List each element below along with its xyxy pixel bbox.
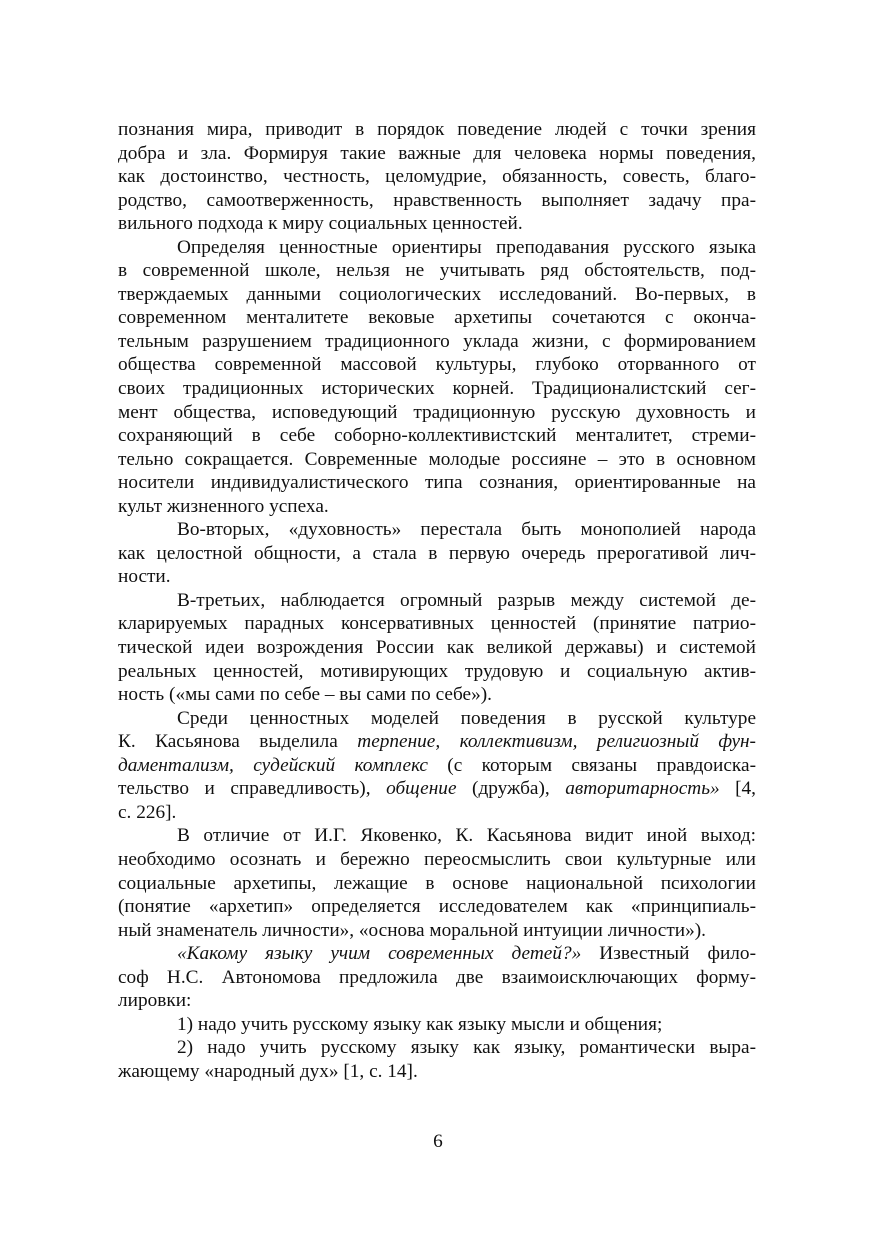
text-line: ности. <box>118 566 171 588</box>
text-line: добра и зла. Формируя такие важные для человека нормы поведения, <box>118 142 756 164</box>
italic-term: общение <box>386 778 457 800</box>
page-number: 6 <box>433 1131 443 1152</box>
text-line: даментализм, судейский комплекс (с которым связаны правдоиска- <box>118 754 756 776</box>
text-line: лировки: <box>118 990 192 1012</box>
text-line: носители индивидуалистического типа сознания, ориентированные на <box>118 472 756 494</box>
text-line: кларируемых парадных консервативных ценностей (принятие патрио- <box>118 613 756 635</box>
text-line: познания мира, приводит в порядок поведение людей с точки зрения <box>118 119 756 140</box>
paragraph-start-line: Определяя ценностные ориентиры преподавания русского языка <box>177 236 756 258</box>
paragraph-start-line: В-третьих, наблюдается огромный разрыв между системой де- <box>177 589 756 611</box>
italic-question: «Какому языку учим современных детей?» <box>177 943 582 965</box>
text-line: тверждаемых данными социологических исследований. Во-первых, в <box>118 283 756 305</box>
italic-term: терпение, коллективизм, религиозный фун- <box>357 731 756 753</box>
list-item-line: 1) надо учить русскому языку как языку мысли и общения; <box>177 1013 663 1035</box>
text-line: тической идеи возрождения России как великой державы) и системой <box>118 637 756 659</box>
text-line: социальные архетипы, лежащие в основе национальной психологии <box>118 872 756 894</box>
text-line: мент общества, исповедующий традиционную русскую духовность и <box>118 401 756 423</box>
paragraph-start-line: Среди ценностных моделей поведения в русской культуре <box>177 707 756 729</box>
text-line: соф Н.С. Автономова предложила две взаимоисключающих форму- <box>118 966 756 988</box>
text-line: ность («мы сами по себе – вы сами по себе»). <box>118 684 492 706</box>
italic-term: даментализм, судейский комплекс <box>118 754 428 776</box>
text-line: тельно сокращается. Современные молодые россияне – это в основном <box>118 448 756 470</box>
text-line: вильного подхода к миру социальных ценностей. <box>118 213 523 235</box>
text-line: как достоинство, честность, целомудрие, обязанность, совесть, благо- <box>118 166 756 188</box>
text-line: тельным разрушением традиционного уклада жизни, с формированием <box>118 330 756 352</box>
paragraph-start-line: «Какому языку учим современных детей?» Известный фило- <box>177 943 756 965</box>
text-line: своих традиционных исторических корней. Традиционалистский сег- <box>118 378 756 400</box>
text-line: реальных ценностей, мотивирующих трудовую и социальную актив- <box>118 660 756 682</box>
text-line: К. Касьянова выделила терпение, коллективизм, религиозный фун- <box>118 731 756 753</box>
list-item-line: 2) надо учить русскому языку как языку, романтически выра- <box>177 1037 756 1059</box>
text-line: родство, самоотверженность, нравственность выполняет задачу пра- <box>118 189 756 211</box>
text-line: (понятие «архетип» определяется исследователем как «принципиаль- <box>118 896 756 918</box>
text-line: с. 226]. <box>118 801 177 823</box>
body-text <box>118 118 756 1083</box>
paragraph-start-line: В отличие от И.Г. Яковенко, К. Касьянова видит иной выход: <box>177 825 756 847</box>
text-line: тельство и справедливость), общение (дружба), авторитарность» [4, <box>118 778 756 800</box>
text-line: сохраняющий в себе соборно-коллективистский менталитет, стреми- <box>118 425 756 447</box>
text-line: жающему «народный дух» [1, с. 14]. <box>118 1060 418 1082</box>
text-line: как целостной общности, а стала в первую очередь прерогативой лич- <box>118 542 756 564</box>
paragraph-start-line: Во-вторых, «духовность» перестала быть монополией народа <box>177 519 756 541</box>
text-line: общества современной массовой культуры, глубоко оторванного от <box>118 354 756 376</box>
text-line: ный знаменатель личности», «основа моральной интуиции личности»). <box>118 919 706 941</box>
italic-term: авторитарность» <box>565 778 720 800</box>
text-line: культ жизненного успеха. <box>118 495 329 517</box>
text-line: современном менталитете вековые архетипы сочетаются с оконча- <box>118 307 756 329</box>
text-line: в современной школе, нельзя не учитывать ряд обстоятельств, под- <box>118 260 756 282</box>
text-line: необходимо осознать и бережно переосмыслить свои культурные или <box>118 848 756 870</box>
